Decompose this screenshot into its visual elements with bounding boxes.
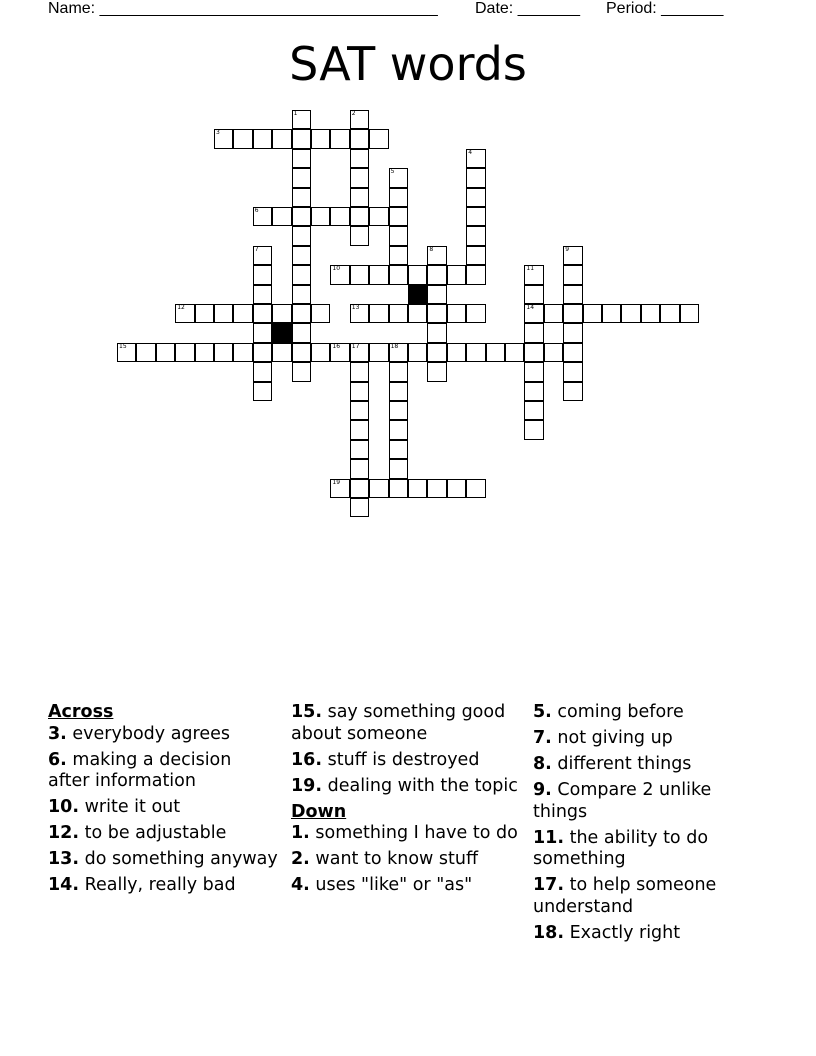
grid-cell[interactable] xyxy=(272,129,291,148)
date-field[interactable]: Date: _______ xyxy=(475,0,580,17)
grid-cell[interactable] xyxy=(253,362,272,381)
grid-cell[interactable] xyxy=(641,304,660,323)
grid-cell[interactable] xyxy=(389,382,408,401)
grid-cell[interactable] xyxy=(427,246,446,265)
grid-cell[interactable] xyxy=(427,323,446,342)
clue-number: 19 xyxy=(332,478,341,486)
clue-number: 14 xyxy=(526,304,535,311)
grid-cell[interactable] xyxy=(389,246,408,265)
clues-column-3 xyxy=(533,702,763,949)
grid-cell[interactable] xyxy=(466,226,485,245)
grid-cell[interactable] xyxy=(680,304,699,323)
clue-across-10: 10. write it out xyxy=(48,797,181,817)
grid-cell[interactable] xyxy=(389,207,408,226)
grid-cell[interactable] xyxy=(524,362,543,381)
grid-cell[interactable] xyxy=(330,479,349,498)
clue-down-18: 18. Exactly right xyxy=(533,922,681,943)
grid-cell[interactable] xyxy=(369,479,388,498)
across-heading: Across xyxy=(48,702,114,722)
grid-cell[interactable] xyxy=(602,304,621,323)
grid-cell[interactable] xyxy=(447,265,466,284)
clue-number: 2 xyxy=(351,110,356,117)
grid-cell[interactable] xyxy=(117,343,136,362)
grid-cell[interactable] xyxy=(350,440,369,459)
grid-cell[interactable] xyxy=(253,382,272,401)
grid-cell[interactable] xyxy=(350,149,369,168)
grid-cell[interactable] xyxy=(466,265,485,284)
grid-cell[interactable] xyxy=(583,304,602,323)
grid-cell[interactable] xyxy=(524,401,543,420)
grid-cell[interactable] xyxy=(350,226,369,245)
grid-cell[interactable] xyxy=(427,362,446,381)
grid-cell[interactable] xyxy=(350,265,369,284)
grid-cell[interactable] xyxy=(466,246,485,265)
grid-cell[interactable] xyxy=(389,188,408,207)
grid-cell[interactable] xyxy=(524,420,543,439)
grid-cell[interactable] xyxy=(311,129,330,148)
grid-cell[interactable] xyxy=(253,304,272,323)
grid-cell[interactable] xyxy=(544,304,563,323)
grid-cell[interactable] xyxy=(272,304,291,323)
grid-cell[interactable] xyxy=(350,343,369,362)
grid-cell[interactable] xyxy=(214,129,233,148)
clues-column-1 xyxy=(48,702,278,901)
grid-cell[interactable] xyxy=(175,304,194,323)
grid-cell[interactable] xyxy=(563,246,582,265)
grid-cell[interactable] xyxy=(563,382,582,401)
grid-cell[interactable] xyxy=(466,188,485,207)
grid-cell[interactable] xyxy=(253,343,272,362)
clue-down-4: 4. uses "like" or "as" xyxy=(291,875,473,895)
grid-cell[interactable] xyxy=(524,343,543,362)
grid-cell[interactable] xyxy=(466,168,485,187)
grid-cell[interactable] xyxy=(524,382,543,401)
grid-cell[interactable] xyxy=(389,168,408,187)
grid-cell[interactable] xyxy=(350,168,369,187)
clue-number: 9 xyxy=(565,245,570,253)
grid-cell[interactable] xyxy=(253,246,272,265)
grid-cell[interactable] xyxy=(330,265,349,284)
grid-cell[interactable] xyxy=(311,304,330,323)
grid-cell[interactable] xyxy=(195,304,214,323)
grid-cell[interactable] xyxy=(233,129,252,148)
grid-cell[interactable] xyxy=(311,207,330,226)
grid-cell[interactable] xyxy=(292,188,311,207)
grid-cell[interactable] xyxy=(330,207,349,226)
grid-cell[interactable] xyxy=(563,304,582,323)
grid-cell[interactable] xyxy=(253,265,272,284)
grid-cell[interactable] xyxy=(389,440,408,459)
clue-number: 4 xyxy=(468,148,473,156)
grid-cell[interactable] xyxy=(447,479,466,498)
clue-down-7: 7. not giving up xyxy=(533,728,673,748)
grid-cell[interactable] xyxy=(311,343,330,362)
grid-cell[interactable] xyxy=(350,129,369,148)
grid-cell[interactable] xyxy=(486,343,505,362)
grid-cell[interactable] xyxy=(389,479,408,498)
grid-cell[interactable] xyxy=(350,362,369,381)
grid-cell[interactable] xyxy=(563,323,582,342)
down-heading: Down xyxy=(291,801,347,822)
grid-cell[interactable] xyxy=(427,285,446,304)
grid-cell[interactable] xyxy=(408,265,427,284)
grid-cell[interactable] xyxy=(350,420,369,439)
grid-cell[interactable] xyxy=(389,401,408,420)
clue-number: 16 xyxy=(332,342,341,350)
grid-cell[interactable] xyxy=(272,207,291,226)
grid-cell[interactable] xyxy=(408,479,427,498)
grid-cell[interactable] xyxy=(233,343,252,362)
clue-number: 12 xyxy=(177,304,185,311)
grid-cell[interactable] xyxy=(350,304,369,323)
black-square xyxy=(408,285,427,304)
clue-down-1: 1. something I have to do xyxy=(291,823,518,843)
clue-across-14: 14. Really, really bad xyxy=(48,875,236,895)
grid-cell[interactable] xyxy=(369,129,388,148)
grid-cell[interactable] xyxy=(350,382,369,401)
grid-cell[interactable] xyxy=(292,343,311,362)
clue-number: 15 xyxy=(119,342,127,350)
grid-cell[interactable] xyxy=(389,226,408,245)
grid-cell[interactable] xyxy=(466,149,485,168)
grid-cell[interactable] xyxy=(350,459,369,478)
grid-cell[interactable] xyxy=(427,265,446,284)
grid-cell[interactable] xyxy=(563,343,582,362)
grid-cell[interactable] xyxy=(253,285,272,304)
grid-cell[interactable] xyxy=(292,362,311,381)
grid-cell[interactable] xyxy=(272,343,291,362)
clue-across-6: 6. making a decision after information xyxy=(48,749,232,791)
grid-cell[interactable] xyxy=(389,343,408,362)
grid-cell[interactable] xyxy=(427,343,446,362)
grid-cell[interactable] xyxy=(233,304,252,323)
grid-cell[interactable] xyxy=(389,304,408,323)
grid-cell[interactable] xyxy=(427,304,446,323)
grid-cell[interactable] xyxy=(369,304,388,323)
grid-cell[interactable] xyxy=(350,110,369,129)
grid-cell[interactable] xyxy=(389,362,408,381)
clue-number: 18 xyxy=(390,342,399,350)
grid-cell[interactable] xyxy=(292,149,311,168)
grid-cell[interactable] xyxy=(214,343,233,362)
clue-number: 5 xyxy=(390,168,395,176)
grid-cell[interactable] xyxy=(330,343,349,362)
grid-cell[interactable] xyxy=(292,168,311,187)
clue-across-15: 15. say something good about someone xyxy=(291,702,506,744)
grid-cell[interactable] xyxy=(350,498,369,517)
grid-cell[interactable] xyxy=(330,129,349,148)
grid-cell[interactable] xyxy=(253,129,272,148)
clue-across-12: 12. to be adjustable xyxy=(48,823,227,843)
black-square xyxy=(272,323,291,342)
grid-cell[interactable] xyxy=(408,304,427,323)
period-field[interactable]: Period: _______ xyxy=(606,0,724,17)
grid-cell[interactable] xyxy=(389,265,408,284)
grid-cell[interactable] xyxy=(350,188,369,207)
grid-cell[interactable] xyxy=(369,207,388,226)
clue-number: 17 xyxy=(351,342,360,350)
grid-cell[interactable] xyxy=(466,343,485,362)
grid-cell[interactable] xyxy=(292,323,311,342)
grid-cell[interactable] xyxy=(466,479,485,498)
clue-number: 8 xyxy=(429,245,434,253)
clue-across-13: 13. do something anyway xyxy=(48,849,278,869)
grid-cell[interactable] xyxy=(563,265,582,284)
grid-cell[interactable] xyxy=(136,343,155,362)
clue-across-16: 16. stuff is destroyed xyxy=(291,749,480,770)
grid-cell[interactable] xyxy=(447,343,466,362)
grid-cell[interactable] xyxy=(466,207,485,226)
grid-cell[interactable] xyxy=(253,207,272,226)
grid-cell[interactable] xyxy=(524,265,543,284)
grid-cell[interactable] xyxy=(427,479,446,498)
grid-cell[interactable] xyxy=(660,304,679,323)
clue-number: 10 xyxy=(332,265,341,273)
grid-cell[interactable] xyxy=(253,323,272,342)
grid-cell[interactable] xyxy=(350,479,369,498)
grid-cell[interactable] xyxy=(389,459,408,478)
clue-number: 6 xyxy=(254,207,259,214)
grid-cell[interactable] xyxy=(621,304,640,323)
name-field[interactable]: Name: ______________________________________ xyxy=(48,0,438,17)
grid-cell[interactable] xyxy=(292,265,311,284)
grid-cell[interactable] xyxy=(369,343,388,362)
grid-cell[interactable] xyxy=(292,110,311,129)
clue-down-11: 11. the ability to do something xyxy=(533,827,709,869)
grid-cell[interactable] xyxy=(389,420,408,439)
clue-number: 7 xyxy=(254,245,259,253)
grid-cell[interactable] xyxy=(505,343,524,362)
clue-across-19: 19. dealing with the topic xyxy=(291,775,518,796)
grid-cell[interactable] xyxy=(408,343,427,362)
grid-cell[interactable] xyxy=(524,285,543,304)
grid-cell[interactable] xyxy=(175,343,194,362)
grid-cell[interactable] xyxy=(214,304,233,323)
grid-cell[interactable] xyxy=(292,207,311,226)
grid-cell[interactable] xyxy=(292,304,311,323)
grid-cell[interactable] xyxy=(156,343,175,362)
grid-cell[interactable] xyxy=(292,285,311,304)
grid-cell[interactable] xyxy=(466,304,485,323)
grid-cell[interactable] xyxy=(292,129,311,148)
grid-cell[interactable] xyxy=(369,265,388,284)
grid-cell[interactable] xyxy=(563,362,582,381)
grid-cell[interactable] xyxy=(544,343,563,362)
grid-cell[interactable] xyxy=(524,323,543,342)
grid-cell[interactable] xyxy=(524,304,543,323)
grid-cell[interactable] xyxy=(292,246,311,265)
grid-cell[interactable] xyxy=(195,343,214,362)
clue-down-17: 17. to help someone understand xyxy=(533,875,717,917)
grid-cell[interactable] xyxy=(350,207,369,226)
clue-across-3: 3. everybody agrees xyxy=(48,723,230,744)
clue-number: 11 xyxy=(526,265,535,273)
clue-number: 3 xyxy=(216,129,220,137)
clue-down-9: 9. Compare 2 unlike things xyxy=(533,780,712,822)
grid-cell[interactable] xyxy=(563,285,582,304)
clue-down-2: 2. want to know stuff xyxy=(291,849,479,869)
grid-cell[interactable] xyxy=(447,304,466,323)
grid-cell[interactable] xyxy=(292,226,311,245)
clue-number: 13 xyxy=(351,304,360,311)
page-title: SAT words xyxy=(289,37,527,91)
clues-column-2 xyxy=(291,702,521,901)
clue-number: 1 xyxy=(293,110,298,117)
clue-down-8: 8. different things xyxy=(533,754,692,774)
grid-cell[interactable] xyxy=(350,401,369,420)
clue-down-5: 5. coming before xyxy=(533,702,684,722)
